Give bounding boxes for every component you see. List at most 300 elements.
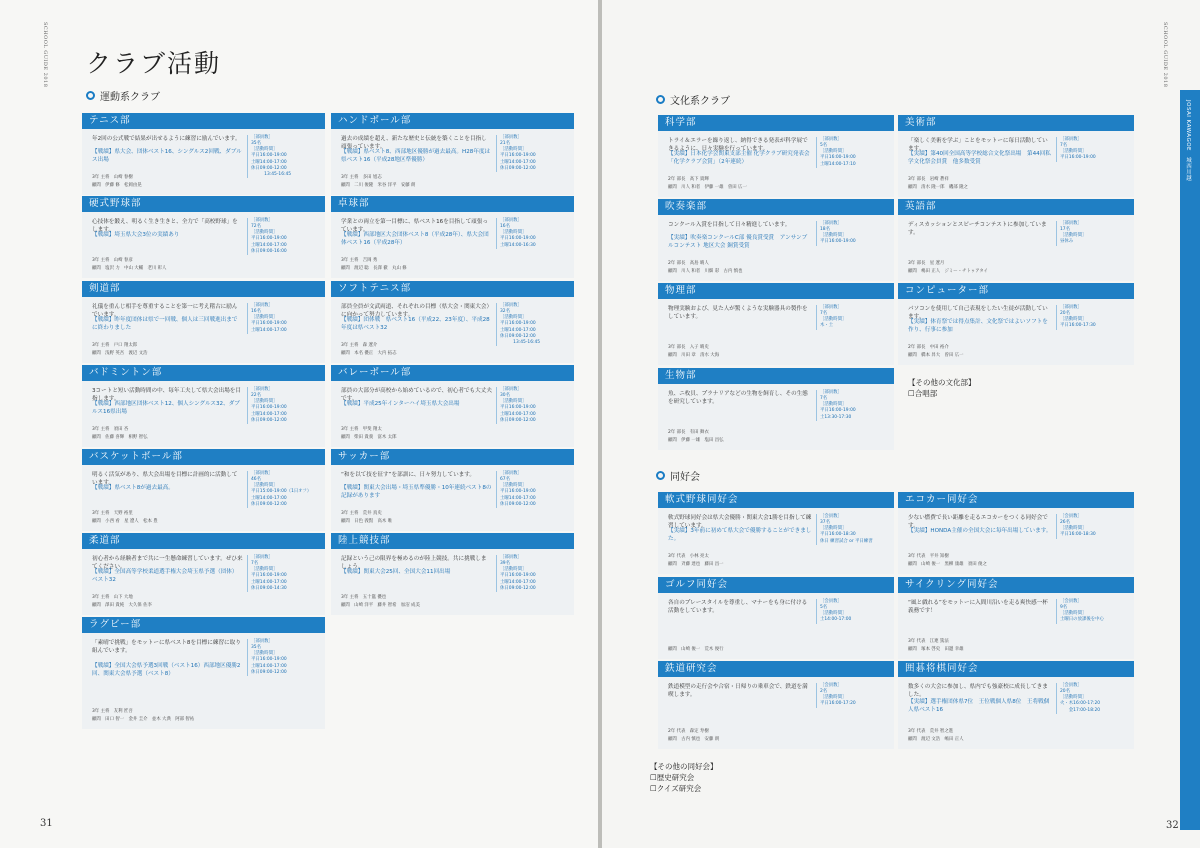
- club-info-line: 16名: [500, 224, 510, 230]
- club-achievements: 【戦績】県大会、団体ベスト16、シングルス2回戦、ダブルス出場: [92, 149, 242, 164]
- club-info-box: [1056, 305, 1096, 330]
- kai-other-list: [650, 762, 718, 795]
- club-name: バドミントン部: [82, 365, 325, 381]
- club-leader: 3年 部長 入子 晴史: [668, 345, 709, 350]
- club-achievements: 【戦績】団体戦 県ベスト16（平成22、23年度）、平成28年度は県ベスト32: [341, 317, 490, 332]
- club-card: [658, 492, 894, 574]
- club-info-line: 土曜14:00-16:30: [500, 242, 536, 248]
- club-leader: 3年 部長 星 遼月: [908, 261, 945, 266]
- club-info-line: ［部員数］: [1060, 137, 1082, 142]
- club-info-line: 平日16:00-19:00: [251, 236, 287, 242]
- club-info-line: ［活動時間］: [1060, 695, 1087, 701]
- club-name: サイクリング同好会: [898, 577, 1134, 593]
- club-description: コンクール入賞を目指して日々精進しています。: [668, 222, 791, 228]
- club-info-box: [496, 218, 536, 249]
- page-number-right: 32: [1166, 820, 1179, 831]
- club-info-line: 平日16:00-19:00: [251, 657, 287, 663]
- club-achievements: 【実績】日本化学会関東支部主催 化学クラブ研究発表会「化学クラブ会賞」（2年連続）: [668, 151, 810, 166]
- club-achievements: 【実績】選手権団体県7位 王位戦個人県8位 王将戦個人県ベスト16: [908, 699, 1050, 714]
- club-info-line: ［会員数］: [820, 599, 842, 604]
- club-description: 年2回の公式戦で結果が出せるように練習に励んでいます。: [92, 136, 241, 142]
- club-info-line: 7名: [1060, 143, 1068, 149]
- club-card: [82, 113, 325, 195]
- club-card: [898, 199, 1134, 281]
- club-name: 軟式野球同好会: [658, 492, 894, 508]
- club-description: トライ＆エラーを繰り返し、納得できる発表が科学展できるように、日々実験を行っています。: [668, 138, 808, 153]
- club-name: 硬式野球部: [82, 196, 325, 212]
- club-info-box: [1056, 137, 1096, 162]
- club-advisors: 顧問 浅野 英吾 渡辺 文浩: [92, 351, 148, 356]
- section-culture-title: 文化系クラブ: [670, 96, 730, 107]
- club-description: “風と戯れる”をモットーに入間川沿いを走る爽快感一杯義務です！: [908, 600, 1048, 615]
- club-info-line: 土曜日の放課後を中心: [1060, 617, 1104, 623]
- club-info-box: [1056, 221, 1086, 246]
- club-achievements: 【戦績】昨年度団体は県で一回戦、個人は三回戦進出までに終わりました: [92, 317, 238, 332]
- club-leader: 2年 部長 有田 舞衣: [668, 430, 709, 435]
- club-advisors: 顧問 橋本 昇大 曽田 広一: [908, 353, 964, 358]
- club-advisors: 顧問 澤田 貴純 大久保 佐李: [92, 603, 152, 608]
- club-achievements: 【実績】体育祭では得点集計、文化祭ではよいソフトを作り、行事に参加: [908, 319, 1048, 334]
- club-info-line: 平日16:00-19:00: [820, 408, 856, 414]
- club-info-line: 平日16:00-19:00: [500, 153, 536, 159]
- club-info-line: ［活動時間］: [500, 567, 527, 573]
- club-info-line: 土曜14:00-17:00: [500, 327, 536, 333]
- club-info-line: ［部員数］: [500, 471, 522, 476]
- club-name: サッカー部: [331, 449, 574, 465]
- club-info-line: 21名: [500, 141, 510, 147]
- club-leader: 2年 部長 中田 裕介: [908, 345, 949, 350]
- club-info-line: 土曜14:00-17:00: [251, 159, 287, 165]
- culture-other-list: [908, 378, 976, 400]
- section-kai-title: 同好会: [670, 472, 700, 483]
- club-description: “和を以て技を征す”を部訓に、日々努力しています。: [341, 472, 476, 478]
- club-info-line: 平日16:00-19:00: [820, 239, 856, 245]
- club-info-line: ［活動時間］: [820, 233, 847, 239]
- culture-other-heading: 【その他の文化部】: [908, 378, 976, 387]
- club-info-line: ［活動時間］: [820, 695, 847, 701]
- club-info-line: 5名: [820, 143, 828, 149]
- club-info-line: ［部員数］: [1060, 305, 1082, 310]
- club-achievements: 【実績】吹奏楽コンクールC部 優良賞受賞 アンサンブルコンテスト 地区大会 銅賞受賞: [668, 235, 808, 250]
- club-leader: 3年 主将 戸口 翔太郎: [92, 343, 138, 348]
- club-info-line: ［活動時間］: [1060, 526, 1087, 532]
- club-info-line: ［活動時間］: [251, 483, 278, 489]
- club-info-line: 26名: [1060, 520, 1070, 526]
- club-info-line: 7名: [251, 561, 259, 567]
- club-card: [658, 368, 894, 450]
- club-info-line: ［部員数］: [251, 135, 273, 140]
- club-card: [82, 196, 325, 278]
- kai-other-item: ☐クイズ研究会: [650, 783, 702, 793]
- club-card: [898, 283, 1134, 365]
- club-info-box: [247, 555, 287, 592]
- section-kai: [656, 468, 700, 483]
- club-info-line: 平日16:00-19:00: [1060, 155, 1096, 161]
- club-info-box: [496, 555, 536, 592]
- club-info-box: [816, 137, 856, 168]
- club-leader: 3年 主将 山崎 春樹: [92, 175, 133, 180]
- club-leader: 3年 主将 甲斐 翔太: [341, 427, 382, 432]
- club-info-line: 平日16:00-19:00: [500, 489, 536, 495]
- club-info-line: 土曜14:00-17:00: [500, 159, 536, 165]
- circle-bullet-icon: [656, 471, 665, 480]
- club-info-line: 休日09:00-12:00: [251, 417, 287, 423]
- club-info-box: [816, 683, 856, 708]
- club-advisors: 顧問 斉藤 達也 藤田 昌一: [668, 562, 724, 567]
- club-advisors: 顧問 塚本 啓史 田邊 幸雄: [908, 647, 964, 652]
- club-info-line: ［活動時間］: [820, 402, 847, 408]
- club-info-line: ［活動時間］: [1060, 149, 1087, 155]
- club-advisors: 顧問 山崎 俊一 荒木 俊行: [668, 647, 724, 652]
- club-description: 物理実験および、見た人が驚くような実験器具の製作をしています。: [668, 306, 808, 321]
- club-info-line: 昼休み: [1060, 239, 1074, 245]
- club-info-line: 39名: [500, 561, 510, 567]
- club-name: 英語部: [898, 199, 1134, 215]
- club-name: 卓球部: [331, 196, 574, 212]
- club-info-line: ［部員数］: [820, 221, 842, 226]
- club-card: [658, 661, 894, 749]
- club-info-box: [496, 387, 536, 424]
- club-info-line: ［部員数］: [500, 218, 522, 223]
- club-info-line: 休日09:00-12:00: [500, 333, 536, 339]
- section-culture: [656, 92, 730, 107]
- club-card: [331, 281, 574, 363]
- club-info-line: ［活動時間］: [251, 567, 278, 573]
- club-info-line: 休日09:00-12:00: [500, 165, 536, 171]
- club-name: バスケットボール部: [82, 449, 325, 465]
- club-leader: 3年 主将 天野 裕里: [92, 511, 133, 516]
- club-info-line: ［活動時間］: [820, 611, 847, 617]
- club-info-box: [247, 471, 311, 508]
- club-info-line: 20名: [1060, 311, 1070, 317]
- club-description: 礼儀を重んじ相手を尊重することを第一に考え稽古に励んでいます。: [92, 304, 238, 319]
- page-number-left: 31: [40, 818, 53, 829]
- club-info-line: ［部員数］: [500, 555, 522, 560]
- club-leader: 3年 部長 岩崎 蒼祥: [908, 177, 949, 182]
- club-card: [82, 449, 325, 531]
- club-info-line: ［部員数］: [1060, 221, 1082, 226]
- school-sidebar: [1180, 90, 1200, 830]
- club-advisors: 顧問 本名 優正 大内 拓志: [341, 351, 397, 356]
- club-info-line: 7名: [820, 311, 828, 317]
- club-info-line: ［活動時間］: [1060, 233, 1087, 239]
- club-card: [898, 492, 1134, 574]
- club-info-line: 平日16:00-19:00: [820, 155, 856, 161]
- club-info-line: 2名: [820, 689, 828, 695]
- club-info-line: 土曜14:00-17:10: [820, 161, 856, 167]
- club-name: 物理部: [658, 283, 894, 299]
- club-info-line: ［活動時間］: [500, 147, 527, 153]
- club-advisors: 顧問 田口 智一 金井 圭介 並木 大典 阿部 智祐: [92, 717, 195, 722]
- club-info-box: [1056, 683, 1100, 714]
- club-card: [898, 577, 1134, 659]
- club-info-line: 土13:30-17:30: [820, 414, 852, 420]
- club-info-box: [496, 135, 536, 172]
- club-advisors: 顧問 清水 隆一郎 磯部 隆之: [908, 185, 968, 190]
- club-description: 部員の大部分が高校から始めているので、初心者でも大丈夫です。: [341, 388, 492, 403]
- club-info-line: 平日16:00-17:20: [820, 701, 856, 707]
- club-leader: 3年 主将 山崎 春彦: [92, 258, 133, 263]
- club-name: エコカー同好会: [898, 492, 1134, 508]
- club-card: [898, 661, 1134, 749]
- club-info-line: 35名: [251, 645, 261, 651]
- club-info-line: ［部員数］: [820, 137, 842, 142]
- club-name: 生物部: [658, 368, 894, 384]
- club-info-box: [1056, 514, 1096, 539]
- club-leader: 2年 代表 森定 寿樹: [668, 729, 709, 734]
- club-info-line: 平日16:00-19:00: [500, 321, 536, 327]
- circle-bullet-icon: [656, 95, 665, 104]
- club-info-line: ［活動時間］: [251, 651, 278, 657]
- club-info-line: 平日16:00-18:30: [1060, 532, 1096, 538]
- club-info-line: ［活動時間］: [820, 317, 847, 323]
- club-info-line: 平日16:00-19:00: [500, 405, 536, 411]
- club-info-line: 休日09:00-12:00: [251, 501, 287, 507]
- club-info-line: 土曜14:00-17:00: [251, 411, 287, 417]
- club-leader: 3年 主将 五十嵐 優也: [341, 595, 387, 600]
- club-advisors: 顧問 塩沢 力 中山 大輔 老川 彰人: [92, 266, 167, 271]
- club-info-line: ［部員数］: [500, 135, 522, 140]
- club-advisors: 顧問 川人 和者 川畑 彩 古内 慎也: [668, 269, 743, 274]
- club-info-line: ［活動時間］: [500, 230, 527, 236]
- kai-other-item: ☐歴史研究会: [650, 772, 695, 782]
- club-info-box: [247, 303, 287, 334]
- club-info-line: ［部員数］: [820, 305, 842, 310]
- club-info-line: ［部員数］: [251, 639, 273, 644]
- club-leader: 3年 代表 荒井 智之進: [908, 729, 954, 734]
- club-description: 軟式野球同好会は県大会優勝・関東大会1勝を目指して練習しています。: [668, 515, 812, 530]
- club-description: 「楽しく美術を学ぶ」ことをモットーに毎日活動しています。: [908, 138, 1048, 153]
- club-advisors: 顧問 川田 章 清水 大海: [668, 353, 720, 358]
- club-card: [658, 199, 894, 281]
- club-achievements: 【戦績】県ベスト8が過去最高。: [92, 485, 174, 491]
- club-info-line: ［活動時間］: [1060, 317, 1087, 323]
- club-achievements: 【戦績】西部地区大会団体ベスト8（平成28年）、県大会団体ベスト16（平成28年）: [341, 232, 489, 247]
- club-name: 美術部: [898, 115, 1134, 131]
- circle-bullet-icon: [86, 91, 95, 100]
- club-leader: 2年 部長 高島 晴人: [668, 261, 709, 266]
- club-description: 記録という己の限界を極めるのが陸上競技。共に挑戦しましょう。: [341, 556, 487, 571]
- club-info-line: 平日16:00-17:30: [1060, 323, 1096, 329]
- club-advisors: 顧問 渡辺 文浩 嶋田 正人: [908, 737, 964, 742]
- club-info-line: ［活動時間］: [251, 147, 278, 153]
- club-info-line: ［活動時間］: [820, 149, 847, 155]
- club-info-line: 土14:00-17:00: [820, 617, 852, 623]
- club-info-line: 休日09:00-14:30: [251, 585, 287, 591]
- club-name: 剣道部: [82, 281, 325, 297]
- club-info-line: ［活動時間］: [820, 526, 847, 532]
- club-achievements: 【実績】第40回全国高等学校総合文化祭出場 第44回私学文化祭会員賞 他多数受賞: [908, 151, 1051, 166]
- club-leader: 3年 代表 小林 亮太: [668, 554, 709, 559]
- club-card: [331, 533, 574, 615]
- club-info-line: 土曜14:00-17:00: [500, 411, 536, 417]
- club-info-line: 休日09:00-12:00: [500, 585, 536, 591]
- club-info-line: 72名: [251, 224, 261, 230]
- club-info-line: 休日09:00-16:00: [251, 248, 287, 254]
- club-name: ハンドボール部: [331, 113, 574, 129]
- club-name: 吹奏楽部: [658, 199, 894, 215]
- club-description: パソコンを使用して自己表現をしたい生徒が活動しています。: [908, 306, 1048, 321]
- club-info-box: [247, 387, 287, 424]
- club-info-line: 5名: [820, 605, 828, 611]
- club-info-line: 22名: [251, 393, 261, 399]
- club-info-line: 18名: [820, 227, 830, 233]
- club-info-line: 土曜14:00-17:00: [251, 327, 287, 333]
- club-advisors: 顧問 日色 義賢 高木 唯: [341, 519, 393, 524]
- club-advisors: 顧問 小西 看 星 遼人 松本 豊: [92, 519, 158, 524]
- club-advisors: 顧問 山崎 俊一 黒柳 康雄 須田 俊之: [908, 562, 987, 567]
- club-info-line: 37名: [820, 520, 830, 526]
- club-info-line: 平日15:00-19:00（1日オフ）: [251, 489, 312, 495]
- club-info-line: ［活動時間］: [500, 483, 527, 489]
- club-info-line: ［部員数］: [251, 387, 273, 392]
- club-description: 明るく活気があり、県大会出場を目標に計画的に活動しています。: [92, 472, 238, 487]
- club-description: 心技体を鍛え、明るく生き生きと、全力で「高校野球」をします。: [92, 219, 238, 234]
- club-info-box: [1056, 599, 1104, 624]
- club-card: [898, 115, 1134, 197]
- club-achievements: 【戦績】関東大会出場・埼玉県準優勝・10年連続ベスト8の記録があります: [341, 485, 492, 500]
- club-achievements: 【実績】HONDA主催の全国大会に毎年出場しています。: [908, 528, 1052, 534]
- club-info-box: [496, 471, 536, 508]
- club-info-line: ［部員数］: [500, 387, 522, 392]
- club-description: 初心者から経験者まで共に一生懸命練習しています。ぜひ来てください。: [92, 556, 243, 571]
- page-title: クラブ活動: [86, 49, 222, 78]
- club-info-line: 平日16:00-19:00: [251, 321, 287, 327]
- club-name: 鉄道研究会: [658, 661, 894, 677]
- club-achievements: 【実績】3年前に初めて県大会で優勝することができました。: [668, 528, 812, 543]
- club-name: 柔道部: [82, 533, 325, 549]
- club-info-line: 67名: [500, 477, 510, 483]
- section-sports-title: 運動系クラブ: [100, 92, 160, 103]
- club-info-line: 20名: [1060, 689, 1070, 695]
- club-advisors: 顧問 伊藤 一雄 塩田 昌弘: [668, 438, 724, 443]
- club-card: [82, 281, 325, 363]
- club-description: 鉄道模型の走行会や合宿・日帰りの乗車会で、鉄道を満喫します。: [668, 684, 808, 699]
- club-description: 「素晴で挑戦」をモットーに県ベスト8を目標に練習に取り組んでいます。: [92, 640, 241, 655]
- club-info-line: ［部員数］: [251, 471, 273, 476]
- club-info-line: 平日16:00-19:00: [251, 405, 287, 411]
- club-card: [331, 449, 574, 531]
- club-leader: 3年 主将 森 遼介: [341, 343, 378, 348]
- club-info-line: 32名: [500, 309, 510, 315]
- club-leader: 3年 主将 多田 旭志: [341, 175, 382, 180]
- club-info-line: ［部員数］: [251, 303, 273, 308]
- club-info-line: ［活動時間］: [251, 315, 278, 321]
- club-info-line: ［活動時間］: [1060, 611, 1087, 617]
- club-leader: 3年 代表 江連 篤法: [908, 639, 949, 644]
- club-advisors: 顧問 柴田 貴義 富木 太郎: [341, 435, 397, 440]
- club-info-line: ［活動時間］: [500, 399, 527, 405]
- club-info-line: 休日09:00-12:00: [500, 501, 536, 507]
- club-description: 過去の成績を超え、新たな歴史と伝統を築くことを目指し頑張っています。: [341, 136, 487, 151]
- kai-other-heading: 【その他の同好会】: [650, 762, 718, 771]
- club-info-box: [816, 599, 851, 624]
- club-info-box: [496, 303, 540, 346]
- club-name: テニス部: [82, 113, 325, 129]
- club-description: 部員全員が文武両道、それぞれの目標（県大会・関東大会）に向かって努力しています。: [341, 304, 490, 319]
- club-name: バレーボール部: [331, 365, 574, 381]
- club-info-line: 平日16:00-19:00: [251, 573, 287, 579]
- club-card: [658, 577, 894, 659]
- club-info-line: 土曜14:00-17:00: [251, 242, 287, 248]
- club-description: 3コートと短い活動時間の中、毎年工夫して県大会出場を目指します。: [92, 388, 241, 403]
- club-achievements: 【戦績】埼玉県大会3位の実績あり: [92, 232, 180, 238]
- club-card: [82, 617, 325, 729]
- club-advisors: 顧問 古内 慎也 安藤 朗: [668, 737, 720, 742]
- club-description: 数多くの大会に参加し、県内でも強豪校に成長してきました。: [908, 684, 1048, 699]
- club-info-line: 13:45-16:45: [500, 339, 541, 345]
- club-description: 魚、ニ枚貝、プラナリアなどの生物を飼育し、その生態を研究しています。: [668, 391, 808, 406]
- spine-label-left: SCHOOL GUIDE 2018: [42, 22, 48, 88]
- club-info-line: 休日09:00-12:00: [500, 417, 536, 423]
- club-leader: 3年 主将 吉岡 秀: [341, 258, 378, 263]
- club-card: [658, 283, 894, 365]
- club-info-line: ［部員数］: [820, 390, 842, 395]
- club-info-box: [816, 514, 873, 545]
- club-leader: 3年 主将 荒井 真史: [341, 511, 382, 516]
- club-achievements: 【戦績】関東大会25回、全国大会11回出場: [341, 569, 451, 575]
- club-info-line: 7名: [820, 396, 828, 402]
- club-info-line: 土曜14:00-17:00: [500, 579, 536, 585]
- club-info-box: [816, 221, 856, 246]
- club-achievements: 【戦績】県ベスト8、西部地区優勝が過去最高。H28年度は県ベスト16（平成28地区準優勝）: [341, 149, 491, 164]
- club-name: 陸上競技部: [331, 533, 574, 549]
- club-advisors: 顧問 二川 俊隆 米谷 洋平 安藤 朗: [341, 183, 416, 188]
- club-leader: 2年 部長 高下 貴輝: [668, 177, 709, 182]
- club-advisors: 顧問 佐藤 喜輝 相野 智弘: [92, 435, 148, 440]
- club-advisors: 顧問 川人 和者 伊藤 一雄 曽田 広一: [668, 185, 747, 190]
- club-info-line: ［会員数］: [1060, 599, 1082, 604]
- club-leader: 3年 代表 平井 知樹: [908, 554, 949, 559]
- club-info-line: 平日16:00-18:30: [820, 532, 856, 538]
- club-name: ラグビー部: [82, 617, 325, 633]
- club-leader: 3年 主将 山下 大地: [92, 595, 133, 600]
- club-description: 学業との両立を第一目標に、県ベスト16を目指して頑張っています。: [341, 219, 488, 234]
- club-advisors: 顧問 山崎 洋平 藤井 智希 加沼 成美: [341, 603, 420, 608]
- club-achievements: 【戦績】全国大会県予選3回戦（ベスト16）西部地区優勝2回、関東大会県予選（ベスト8）: [92, 663, 241, 678]
- club-info-line: ［会員数］: [820, 683, 842, 688]
- club-info-line: 平日16:00-19:00: [251, 153, 287, 159]
- club-card: [331, 365, 574, 447]
- club-name: ソフトテニス部: [331, 281, 574, 297]
- culture-other-item: ☐合唱部: [908, 388, 938, 398]
- club-info-line: ［部員数］: [251, 555, 273, 560]
- club-info-line: 休日09:00-12:00: [251, 165, 287, 171]
- club-info-line: ［会員数］: [1060, 683, 1082, 688]
- club-card: [82, 365, 325, 447]
- club-info-box: [247, 218, 287, 255]
- club-info-line: 46名: [251, 477, 261, 483]
- club-name: 科学部: [658, 115, 894, 131]
- club-info-line: 9名: [1060, 605, 1068, 611]
- club-info-line: ［活動時間］: [251, 230, 278, 236]
- club-info-line: 30名: [500, 393, 510, 399]
- club-info-line: 火・木16:00-17:20: [1060, 701, 1101, 707]
- club-advisors: 顧問 嶋田 正人 ジミー・チトゥアタイ: [908, 269, 988, 274]
- club-info-box: [816, 390, 856, 421]
- club-leader: 3年 主将 須田 杏: [92, 427, 129, 432]
- club-card: [82, 533, 325, 615]
- club-info-line: 平日16:00-19:00: [500, 573, 536, 579]
- club-info-line: ［活動時間］: [251, 399, 278, 405]
- club-info-line: 金17:00-18:20: [1060, 707, 1101, 713]
- club-info-line: 土曜14:00-17:00: [500, 495, 536, 501]
- club-info-line: ［部員数］: [251, 218, 273, 223]
- club-achievements: 【戦績】全国高等学校柔道選手権大会埼玉県予選（団体）ベスト32: [92, 569, 238, 584]
- club-description: ディスカッションとスピーチコンテストに参加しています。: [908, 222, 1047, 237]
- club-card: [331, 113, 574, 195]
- club-info-box: [816, 305, 846, 330]
